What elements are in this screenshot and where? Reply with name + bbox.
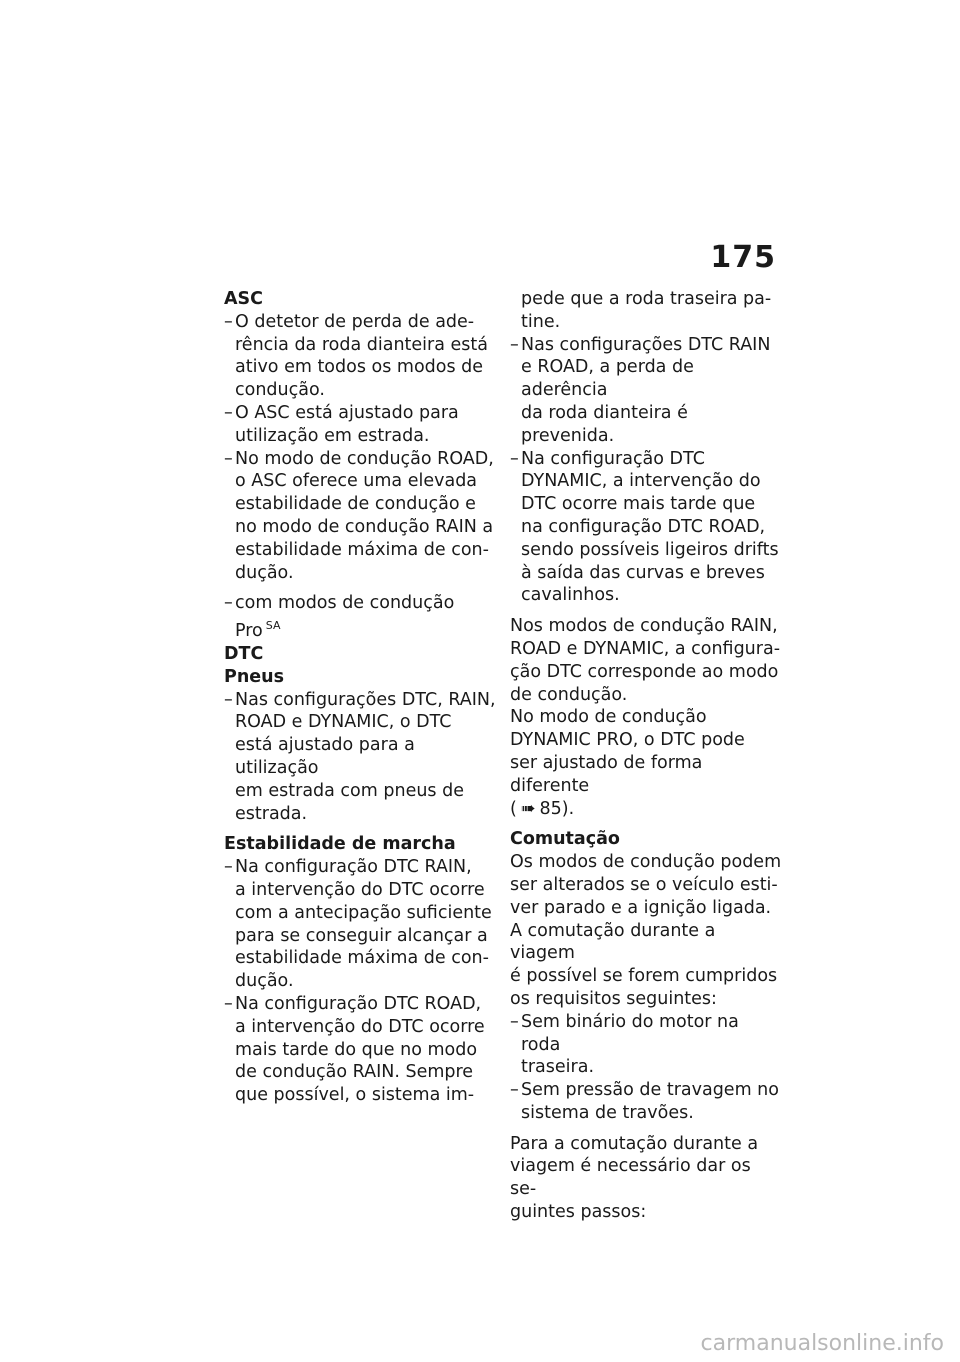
pneus-heading: Pneus xyxy=(224,666,285,687)
list-item-line: traseira. xyxy=(521,1057,595,1078)
ref-open: ( xyxy=(510,798,517,819)
list-item-line: estrada. xyxy=(235,803,308,824)
list-item-line: utilização em estrada. xyxy=(235,425,430,446)
left-column xyxy=(224,288,496,1107)
text-line: ser ajustado de forma diferente xyxy=(510,752,703,796)
list-item xyxy=(224,311,496,402)
list-item-line: ativo em todos os modos de xyxy=(235,357,484,378)
drive-mode-paragraph xyxy=(510,615,782,797)
comutacao-heading: Comutação xyxy=(510,829,620,850)
text-line: Nos modos de condução RAIN, xyxy=(510,616,778,637)
list-dash: – xyxy=(510,1011,519,1032)
pro-item-line1: com modos de condução xyxy=(235,593,455,614)
list-dash: – xyxy=(224,993,233,1014)
text-line: Para a comutação durante a xyxy=(510,1133,759,1154)
list-item-line: estabilidade máxima de con- xyxy=(235,539,489,560)
asc-heading: ASC xyxy=(224,289,263,309)
page-reference-arrow-icon: ➠ xyxy=(520,798,536,819)
list-item xyxy=(510,1079,782,1125)
list-item-line: DYNAMIC, a intervenção do xyxy=(521,471,761,492)
dtc-heading: DTC xyxy=(224,643,264,664)
list-item-line: Sem binário do motor na roda xyxy=(521,1011,739,1055)
list-item-line: está ajustado para a utilização xyxy=(235,735,415,778)
list-item-line: Sem pressão de travagem no xyxy=(521,1080,779,1101)
list-dash: – xyxy=(224,402,233,423)
list-item-line: No modo de condução ROAD, xyxy=(235,448,494,469)
list-item-line: na configuração DTC ROAD, xyxy=(521,516,766,537)
list-item xyxy=(224,448,496,585)
list-item xyxy=(510,334,782,448)
list-item-line: mais tarde do que no modo xyxy=(235,1039,478,1060)
list-item-line: dução. xyxy=(235,562,294,583)
watermark: carmanualsonline.info xyxy=(700,1331,944,1356)
text-line: os requisitos seguintes: xyxy=(510,988,717,1009)
list-item-line: DTC ocorre mais tarde que xyxy=(521,494,756,515)
asc-list xyxy=(224,311,496,585)
steps-intro-paragraph xyxy=(510,1133,782,1224)
requirements-list xyxy=(510,1011,782,1125)
list-item-line: para se conseguir alcançar a xyxy=(235,925,488,946)
list-item xyxy=(224,856,496,993)
page-number: 175 xyxy=(710,240,776,275)
text-line: viagem é necessário dar os se- xyxy=(510,1156,751,1200)
comutacao-paragraph xyxy=(510,851,782,1011)
list-item-line: sendo possíveis ligeiros drifts xyxy=(521,539,779,560)
list-item-line: Nas configurações DTC, RAIN, xyxy=(235,689,496,710)
list-dash: – xyxy=(510,448,519,469)
text-line: de condução. xyxy=(510,684,628,705)
estabilidade-heading: Estabilidade de marcha xyxy=(224,834,456,855)
list-dash: – xyxy=(510,334,519,355)
page-reference[interactable] xyxy=(510,798,782,821)
list-dash: – xyxy=(224,689,233,710)
list-dash: – xyxy=(224,311,233,332)
list-item-line: Na configuração DTC xyxy=(521,448,705,469)
text-line: ver parado e a ignição ligada. xyxy=(510,897,772,918)
list-item xyxy=(224,592,496,643)
sa-superscript: SA xyxy=(265,619,281,633)
list-item xyxy=(224,993,496,1107)
list-item xyxy=(510,1011,782,1079)
list-dash: – xyxy=(224,593,233,614)
estabilidade-list xyxy=(224,856,496,1107)
text-line: Os modos de condução podem xyxy=(510,852,782,873)
text-line: A comutação durante a viagem xyxy=(510,920,716,964)
list-item xyxy=(224,689,496,826)
list-item-line: Na configuração DTC ROAD, xyxy=(235,993,482,1014)
text-line: é possível se forem cumpridos xyxy=(510,966,778,987)
list-item-line: Na configuração DTC RAIN, xyxy=(235,857,472,878)
text-line: DYNAMIC PRO, o DTC pode xyxy=(510,730,745,751)
text-line: ser alterados se o veículo esti- xyxy=(510,874,778,895)
list-item-line: da roda dianteira é prevenida. xyxy=(521,402,688,446)
ref-page: 85). xyxy=(539,798,575,819)
list-item-line: rência da roda dianteira está xyxy=(235,334,488,355)
text-line: pede que a roda traseira pa- xyxy=(521,289,772,309)
text-line: ROAD e DYNAMIC, a configura- xyxy=(510,638,781,659)
list-item-line: condução. xyxy=(235,380,325,401)
list-item-line: com a antecipação suficiente xyxy=(235,902,492,923)
pneus-list xyxy=(224,689,496,826)
list-item xyxy=(224,402,496,448)
list-item-line: e ROAD, a perda de aderência xyxy=(521,357,694,401)
list-item-line: O ASC está ajustado para xyxy=(235,402,459,423)
dtc-config-list xyxy=(510,334,782,608)
list-item-line: a intervenção do DTC ocorre xyxy=(235,1016,485,1037)
list-item-line: sistema de travões. xyxy=(521,1102,694,1123)
list-dash: – xyxy=(224,857,233,878)
list-item-line: O detetor de perda de ade- xyxy=(235,311,475,332)
continuation-text xyxy=(510,288,782,334)
list-item-line: cavalinhos. xyxy=(521,585,620,606)
right-column xyxy=(510,288,782,1224)
text-line: tine. xyxy=(521,311,561,332)
list-item-line: em estrada com pneus de xyxy=(235,780,464,801)
list-item xyxy=(510,448,782,608)
list-item-line: estabilidade de condução e xyxy=(235,494,476,515)
list-item-line: que possível, o sistema im- xyxy=(235,1085,475,1106)
text-line: No modo de condução xyxy=(510,707,707,728)
list-item-line: o ASC oferece uma elevada xyxy=(235,471,478,492)
list-item-line: Nas configurações DTC RAIN xyxy=(521,334,771,355)
list-dash: – xyxy=(510,1080,519,1101)
text-line: guintes passos: xyxy=(510,1202,647,1223)
pro-item-line2 xyxy=(235,615,496,643)
text-line: ção DTC corresponde ao modo xyxy=(510,661,779,682)
list-item-line: ROAD e DYNAMIC, o DTC xyxy=(235,712,452,733)
list-dash: – xyxy=(224,448,233,469)
list-item-line: no modo de condução RAIN a xyxy=(235,516,494,537)
list-item-line: dução. xyxy=(235,971,294,992)
list-item-line: à saída das curvas e breves xyxy=(521,562,765,583)
pro-label: Pro xyxy=(235,621,263,642)
list-item-line: estabilidade máxima de con- xyxy=(235,948,489,969)
list-item-line: a intervenção do DTC ocorre xyxy=(235,879,485,900)
list-item-line: de condução RAIN. Sempre xyxy=(235,1062,474,1083)
